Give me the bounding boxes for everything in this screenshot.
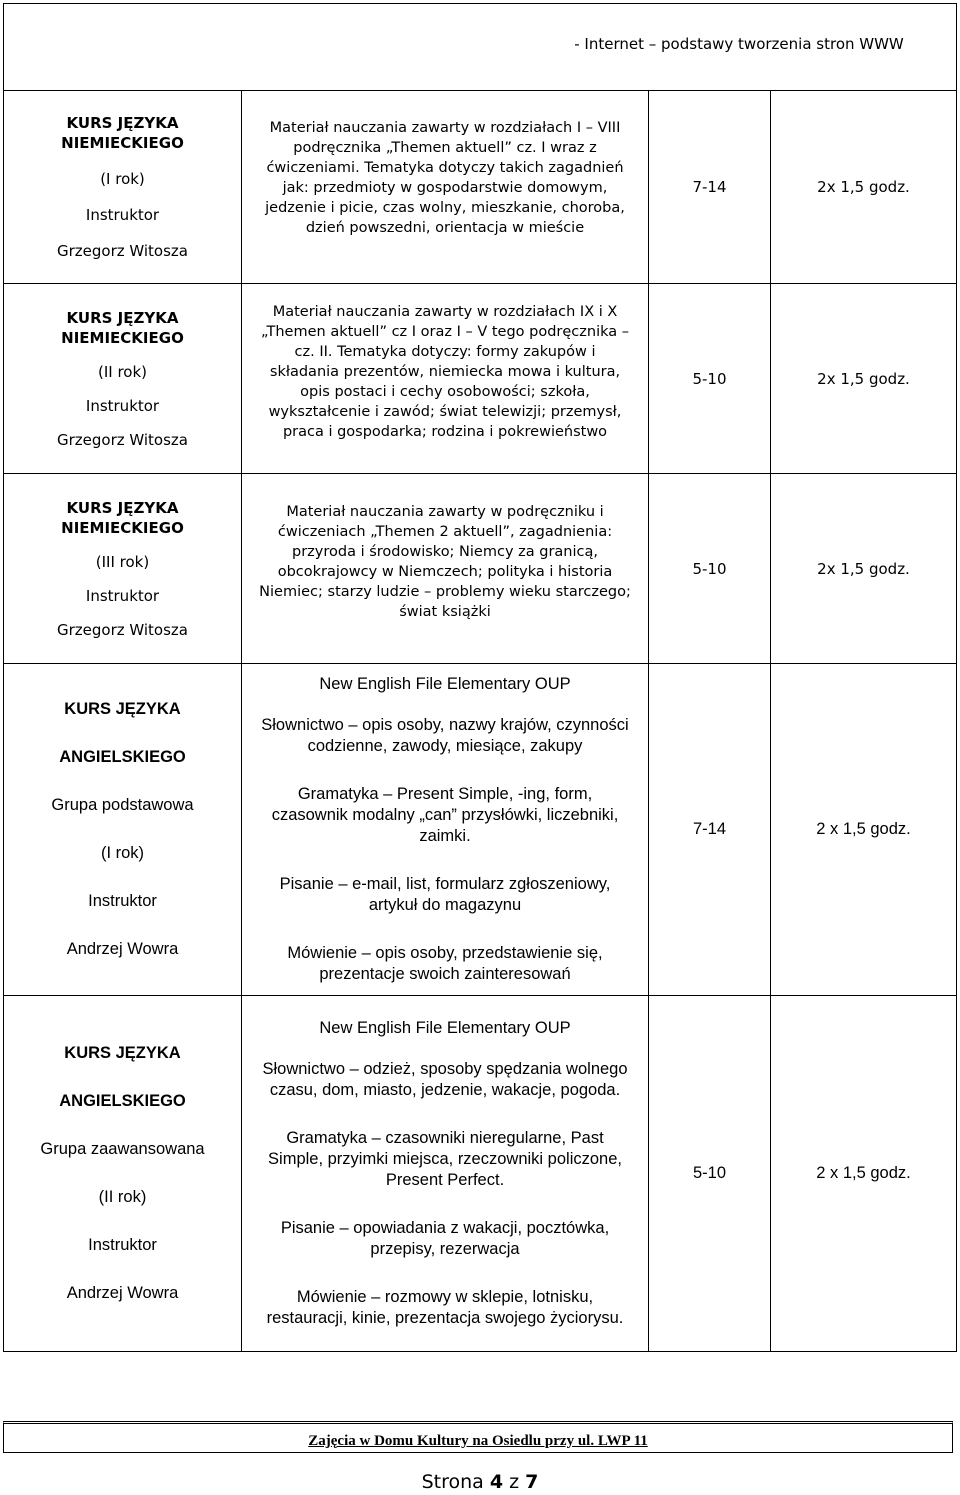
description-cell xyxy=(242,474,649,664)
hours-cell: 2x 1,5 godz. xyxy=(771,284,957,474)
description-text: Materiał nauczania zawarty w podręczniku i ćwiczeniach „Themen 2 aktuell”, zagadnienia: przyroda i środowisko; Niemcy za granicą, obcokrajowcy w Niemczech; polityka i historia Niemiec; starzy ludzie – problemy wieku starczego; świat książki xyxy=(259,503,631,620)
course-cell xyxy=(4,284,242,474)
course-year: (II rok) xyxy=(97,362,148,381)
teacher-name: Andrzej Wowra xyxy=(66,1284,179,1302)
role-label: Instruktor xyxy=(85,586,160,605)
ages-cell: 5-10 xyxy=(649,284,771,474)
description-cell xyxy=(242,996,649,1352)
footer-box xyxy=(3,1421,953,1453)
description-cell xyxy=(242,284,649,474)
vocabulary-text: Słownictwo – opis osoby, nazwy krajów, czynności codzienne, zawody, miesiące, zakupy xyxy=(261,716,629,755)
course-cell xyxy=(4,996,242,1352)
hours-cell: 2x 1,5 godz. xyxy=(771,474,957,664)
ages-cell: 5-10 xyxy=(649,996,771,1352)
header-row xyxy=(4,4,957,91)
hours-cell: 2 x 1,5 godz. xyxy=(771,664,957,996)
description-text: Materiał nauczania zawarty w rozdziałach I – VIII podręcznika „Themen aktuell” cz. I wraz z ćwiczeniami. Tematyka dotyczy takich zagadnień jak: przedmioty w gospodarstwie domowym, jedzenie i picie, czas wolny, mieszkanie, choroba, dzień powszedni, orientacja w mieście xyxy=(265,120,625,236)
group-label: Grupa zaawansowana xyxy=(40,1140,205,1158)
description-cell xyxy=(242,91,649,284)
course-name: KURS JĘZYKA ANGIELSKIEGO xyxy=(59,700,186,766)
speaking-text: Mówienie – opis osoby, przedstawienie się, prezentacje swoich zainteresowań xyxy=(287,944,603,983)
course-cell xyxy=(4,91,242,284)
role-label: Instruktor xyxy=(88,892,157,910)
table-row xyxy=(4,91,957,284)
role-label: Instruktor xyxy=(88,1236,157,1254)
course-year: (II rok) xyxy=(98,1188,147,1206)
ages-cell: 7-14 xyxy=(649,91,771,284)
schedule-table xyxy=(3,3,957,1352)
page-sep: z xyxy=(509,1471,520,1493)
page-number xyxy=(0,1471,960,1493)
course-name: KURS JĘZYKA ANGIELSKIEGO xyxy=(59,1044,186,1110)
hours-cell: 2x 1,5 godz. xyxy=(771,91,957,284)
role-label: Instruktor xyxy=(85,396,160,415)
page-label: Strona xyxy=(421,1471,484,1493)
ages-cell: 7-14 xyxy=(649,664,771,996)
course-name: KURS JĘZYKA NIEMIECKIEGO xyxy=(61,308,184,347)
course-year: (I rok) xyxy=(100,170,145,188)
teacher-name: Grzegorz Witosza xyxy=(56,430,188,449)
vocabulary-text: Słownictwo – odzież, sposoby spędzania wolnego czasu, dom, miasto, jedzenie, wakacje, pogoda. xyxy=(262,1060,628,1099)
grammar-text: Gramatyka – czasowniki nieregularne, Past Simple, przyimki miejsca, rzeczowniki policzone, Present Perfect. xyxy=(268,1129,622,1189)
teacher-name: Grzegorz Witosza xyxy=(56,620,188,639)
table-row xyxy=(4,284,957,474)
page-total: 7 xyxy=(525,1471,539,1493)
footer-text: Zajęcia w Domu Kultury na Osiedlu przy ul. LWP 11 xyxy=(308,1433,648,1449)
table-row xyxy=(4,474,957,664)
group-label: Grupa podstawowa xyxy=(51,796,194,814)
book-title: New English File Elementary OUP xyxy=(319,1019,571,1037)
book-title: New English File Elementary OUP xyxy=(319,675,571,693)
ages-cell: 5-10 xyxy=(649,474,771,664)
course-cell xyxy=(4,474,242,664)
table-row xyxy=(4,664,957,996)
course-year: (I rok) xyxy=(100,844,145,862)
speaking-text: Mówienie – rozmowy w sklepie, lotnisku, restauracji, kinie, prezentacja swojego życiorysu. xyxy=(266,1288,624,1327)
grammar-text: Gramatyka – Present Simple, -ing, form, czasownik modalny „can” przysłówki, liczebniki, zaimki. xyxy=(271,785,619,845)
writing-text: Pisanie – opowiadania z wakacji, pocztówka, przepisy, rezerwacja xyxy=(280,1219,610,1258)
role-label: Instruktor xyxy=(85,206,160,224)
description-cell xyxy=(242,664,649,996)
description-text: Materiał nauczania zawarty w rozdziałach IX i X „Themen aktuell” cz I oraz I – V tego podręcznika –cz. II. Tematyka dotyczy: formy zakupów i składania prezentów, niemiecka mowa i kultura, opis postaci i cechy osobowości; szkoła, wykształcenie i zawód; świat telewizji; przemysł, praca i gospodarka; rodzina i pokrewieństwo xyxy=(260,303,629,440)
teacher-name: Grzegorz Witosza xyxy=(56,242,188,260)
writing-text: Pisanie – e-mail, list, formularz zgłoszeniowy, artykuł do magazynu xyxy=(279,875,611,914)
course-name: KURS JĘZYKA NIEMIECKIEGO xyxy=(61,498,184,537)
hours-cell: 2 x 1,5 godz. xyxy=(771,996,957,1352)
course-cell xyxy=(4,664,242,996)
table-row xyxy=(4,996,957,1352)
course-name: KURS JĘZYKA NIEMIECKIEGO xyxy=(61,114,184,152)
teacher-name: Andrzej Wowra xyxy=(66,940,179,958)
page-current: 4 xyxy=(489,1471,504,1493)
header-title: - Internet – podstawy tworzenia stron WWW xyxy=(574,35,904,53)
course-year: (III rok) xyxy=(95,552,150,571)
